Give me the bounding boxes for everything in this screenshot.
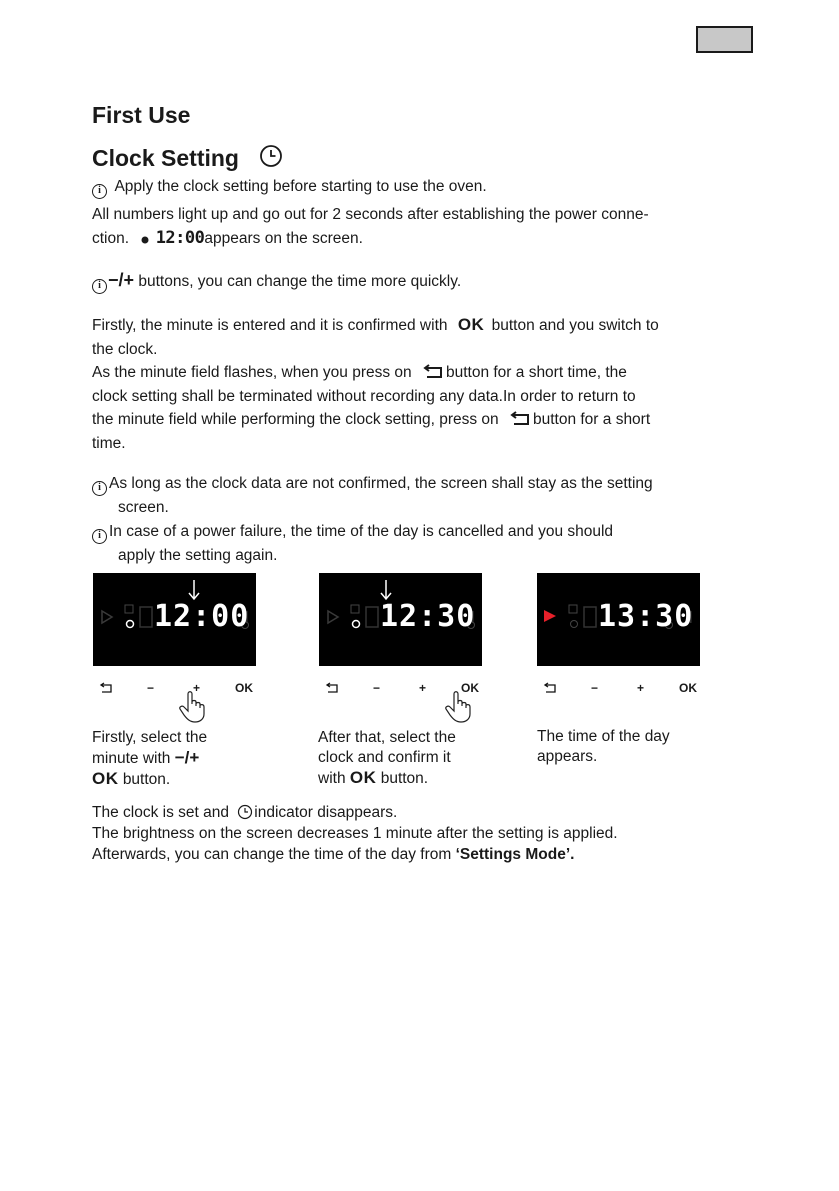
caption-2-ok: OK: [349, 768, 377, 787]
caption-1-line2-text: minute with: [92, 750, 171, 767]
heading-first-use: First Use: [92, 102, 191, 128]
arrow-down-icon: [187, 580, 201, 602]
heading-clock-setting-text: Clock Setting: [92, 145, 239, 171]
settings-mode-label: ‘Settings Mode’.: [455, 846, 575, 863]
caption-3-line1: The time of the day: [537, 728, 670, 745]
page-tab: [696, 26, 753, 53]
caption-2: [318, 728, 488, 789]
back-button-icon[interactable]: [99, 682, 113, 694]
info-icon: i: [92, 529, 107, 544]
hand-pointer-icon: [178, 690, 208, 724]
p2-line1: [92, 313, 712, 338]
plus-button[interactable]: +: [193, 681, 201, 695]
back-button-icon[interactable]: [543, 682, 557, 694]
p1-line2: [92, 227, 712, 251]
p2-line1a: Firstly, the minute is entered and it is confirmed with: [92, 317, 448, 334]
note-1: [92, 472, 712, 496]
arrow-down-icon: [379, 580, 393, 602]
minus-button[interactable]: −: [373, 681, 381, 695]
ok-button[interactable]: OK: [235, 681, 253, 695]
caption-3: [537, 727, 702, 767]
caption-3-line2: appears.: [537, 748, 598, 765]
p3-line1: [92, 361, 712, 385]
info-icon: i: [92, 184, 107, 199]
footer-text: [92, 802, 732, 865]
plus-button[interactable]: +: [419, 681, 427, 695]
footer-line1: [92, 802, 732, 823]
p3-line3b: button for a short: [532, 411, 651, 428]
caption-1-line3: [92, 769, 262, 790]
footer-l3a: Afterwards, you can change the time of the day from: [92, 846, 452, 863]
caption-1-ok: OK: [92, 769, 119, 788]
p1-line2b: appears on the screen.: [204, 229, 363, 247]
p3-line1b: button for a short time, the: [445, 364, 627, 381]
p2-line1b: button and you switch to: [491, 317, 659, 334]
p3-line2: clock setting shall be terminated without recording any data.In order to return to: [92, 387, 636, 405]
paragraph-steps: [92, 313, 712, 455]
plus-button[interactable]: +: [637, 681, 645, 695]
back-icon: [422, 364, 444, 380]
clock-indicator-icon: [237, 804, 253, 820]
caption-2-line1: After that, select the: [318, 729, 456, 746]
caption-2-line3a: with: [318, 770, 346, 787]
note2-line2: apply the setting again.: [118, 546, 278, 564]
p3-line1a: As the minute field flashes, when you press on: [92, 364, 412, 381]
display-panel-3: [537, 573, 700, 666]
clock-icon: [259, 144, 283, 168]
ok-label: OK: [457, 315, 485, 334]
button-row-1: [93, 681, 256, 697]
footer-l1b: indicator disappears.: [254, 804, 398, 821]
panel-2-time: 12:30: [380, 599, 476, 634]
caption-1-line3-text: button.: [122, 771, 171, 788]
note1-line2: screen.: [118, 499, 169, 516]
display-panel-2: [319, 573, 482, 666]
panel-1-time: 12:00: [154, 599, 250, 634]
caption-1-symbols: −/+: [174, 748, 200, 767]
heading-clock-setting: [92, 144, 283, 172]
back-icon: [509, 411, 531, 427]
caption-1-line2: [92, 748, 262, 769]
p3-line3a: the minute field while performing the clock setting, press on: [92, 411, 499, 428]
ok-button[interactable]: OK: [461, 681, 479, 695]
info-icon: i: [92, 481, 107, 496]
info-line-2: [92, 269, 461, 294]
info-text-2: buttons, you can change the time more quickly.: [138, 273, 462, 290]
note2-line1: In case of a power failure, the time of the day is cancelled and you should: [109, 522, 614, 540]
paragraph-power: [92, 203, 712, 250]
button-row-3: [537, 681, 700, 697]
ok-button[interactable]: OK: [679, 681, 697, 695]
small-clock-icon: [139, 235, 151, 245]
p1-line2a: ction.: [92, 229, 130, 247]
footer-l1a: The clock is set and: [92, 804, 229, 821]
caption-1: [92, 728, 262, 790]
minus-plus-symbols: −/+: [108, 270, 135, 290]
caption-2-line3: [318, 768, 488, 789]
p3-line3: [92, 408, 712, 432]
notes: [92, 472, 712, 567]
p1-line1: All numbers light up and go out for 2 seconds after establishing the power conne-: [92, 206, 649, 223]
back-button-icon[interactable]: [325, 682, 339, 694]
hand-pointer-icon: [444, 690, 474, 724]
p2-line2: the clock.: [92, 340, 158, 358]
caption-2-line2: clock and confirm it: [318, 749, 451, 766]
panel-3-time: 13:30: [598, 599, 694, 634]
caption-1-line1: Firstly, select the: [92, 729, 208, 746]
p1-display-value: 12:00: [155, 227, 205, 248]
caption-2-line3b: button.: [380, 770, 429, 787]
info-icon: i: [92, 279, 107, 294]
minus-button[interactable]: −: [591, 681, 599, 695]
note1-line1: As long as the clock data are not confirmed, the screen shall stay as the setting: [109, 475, 653, 492]
info-line-1: [92, 175, 487, 199]
p3-line4: time.: [92, 434, 126, 452]
minus-button[interactable]: −: [147, 681, 155, 695]
display-panel-1: [93, 573, 256, 666]
footer-line3: [92, 844, 732, 865]
footer-line2: The brightness on the screen decreases 1 minute after the setting is applied.: [92, 825, 618, 842]
info-text-1: Apply the clock setting before starting to use the oven.: [114, 178, 487, 195]
note-2: [92, 520, 712, 544]
